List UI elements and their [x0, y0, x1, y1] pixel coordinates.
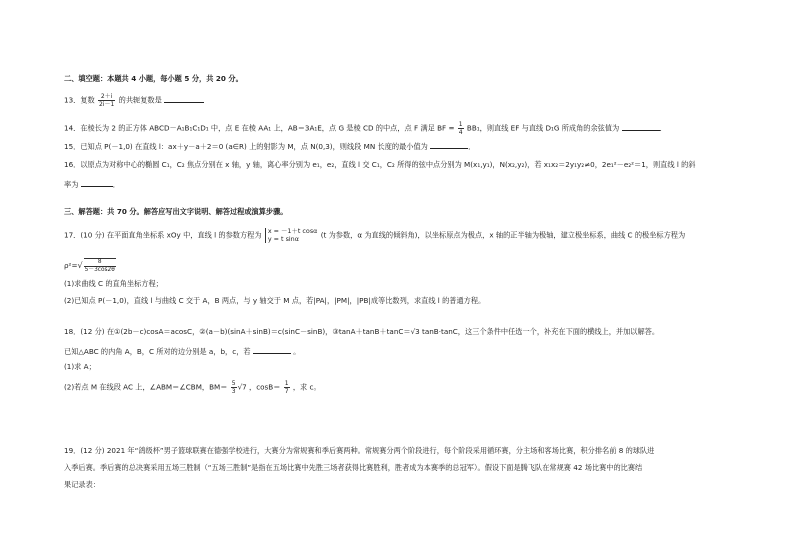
question-15: 15．已知点 P(－1,0) 在直线 l：ax＋y－a＋2＝0 (a∈R) 上的射影为 M，点 N(0,3)，则线段 MN 长度的最小值为 ．: [64, 142, 476, 151]
q17-text-a: 17．(10 分) 在平面直角坐标系 xOy 中，直线 l 的参数方程为: [64, 230, 262, 240]
q18-part2-text-b: ，cosB＝: [249, 382, 281, 392]
question-18-line-1: 18．(12 分) 在①(2b－c)cosA＝acosC，②(a－b)(sinA＋sinB)＝c(sinC－sinB)，③tanA＋tanB＋tanC＝√3 tanB·tanC，这三个条件中任选一个，补充在下面的横线上，并加以解答。: [64, 327, 660, 336]
q17-polar-equation: [64, 258, 117, 274]
question-16-line-1: 16．以原点为对称中心的椭圆 C₁，C₂ 焦点分别在 x 轴，y 轴，离心率分别为 e₁，e₂，直线 l 交 C₁，C₂ 所得的弦中点分别为 M(x₁,y₁)，N(x₂,y₂)，若 x₁x₂＝2y₁y₂≠0，2e₁²－e₂²＝1，则直线 l 的斜: [64, 160, 696, 169]
q18-bm-radical: √7: [237, 382, 247, 392]
q14-answer-blank[interactable]: [622, 122, 660, 131]
q18-bm-fraction: [231, 380, 237, 395]
q17-system-x: x = －1＋t cosα: [267, 227, 318, 235]
q14-fraction-numerator: 1: [458, 121, 463, 128]
q18-part-2: [64, 380, 321, 395]
q18-line2-text: 已知△ABC 的内角 A，B，C 所对的边分别是 a，b，c，若: [64, 347, 251, 356]
question-16-line-2: 率为 ．: [64, 180, 120, 189]
q17-parametric-system: [265, 228, 318, 243]
q14-fraction: [458, 121, 464, 136]
q14-text-a: 14．在棱长为 2 的正方体 ABCD－A₁B₁C₁D₁ 中，点 E 在棱 AA₁ 上，AB＝3A₁E，点 G 是棱 CD 的中点，点 F 满足 BF =: [64, 123, 457, 133]
q15-text: 15．已知点 P(－1,0) 在直线 l：ax＋y－a＋2＝0 (a∈R) 上的射影为 M，点 N(0,3)，则线段 MN 长度的最小值为: [64, 142, 428, 151]
q18-part2-text-c: ，求 c。: [292, 382, 321, 392]
question-19-line-3: 果记录表：: [64, 480, 100, 489]
q16-answer-blank[interactable]: [81, 178, 113, 187]
q17-rho: ρ²=: [64, 261, 78, 270]
q16-line2-text: 率为: [64, 180, 79, 189]
radical-icon: √: [77, 261, 83, 270]
q13-suffix: 的共轭复数是: [118, 95, 162, 105]
q18-bm-denominator: 3: [231, 388, 236, 395]
q18-part2-text-a: (2)若点 M 在线段 AC 上，∠ABM＝∠CBM，BM＝: [64, 382, 228, 392]
question-13: [64, 93, 204, 108]
section-answer-heading: 三、解答题：共 70 分。解答应写出文字说明、解答过程或演算步骤。: [64, 207, 288, 216]
q17-part-1: (1)求曲线 C 的直角坐标方程；: [64, 279, 163, 288]
q18-cos-fraction: [284, 380, 290, 395]
section-fill-in-heading: 二、填空题：本题共 4 小题，每小题 5 分，共 20 分。: [64, 74, 243, 83]
q13-fraction-denominator: 2i－1: [99, 101, 115, 108]
q18-cos-numerator: 1: [284, 380, 289, 387]
q14-text-b: BB₁，则直线 EF 与直线 D₁G 所成角的余弦值为: [466, 123, 620, 133]
q17-polar-denominator: 5－3cos2θ: [84, 267, 115, 273]
q17-system-y: y = t sinα: [267, 234, 299, 243]
question-14: 14．在棱长为 2 的正方体 ABCD－A₁B₁C₁D₁ 中，点 E 在棱 AA₁ 上，AB＝3A₁E，点 G 是棱 CD 的中点，点 F 满足 BF = $\frac{1}{4}$ BB₁，则直线 EF 与直线 D₁G 所成角的余弦值为 ．: [64, 121, 667, 136]
q17-polar-fraction: [84, 258, 116, 274]
q18-cos-denominator: 7: [284, 388, 289, 395]
question-17: [64, 228, 685, 243]
q13-fraction-numerator: 2＋i: [98, 93, 115, 101]
q13-fraction: [98, 93, 115, 108]
q17-part-2: (2)已知点 P(－1,0)，直线 l 与曲线 C 交于 A，B 两点，与 y 轴交于 M 点，若|PA|，|PM|，|PB|成等比数列，求直线 l 的普通方程。: [64, 296, 486, 305]
q18-line2-end: 。: [293, 347, 301, 356]
q17-polar-numerator: 8: [84, 259, 116, 267]
q18-bm-numerator: 5: [231, 380, 236, 387]
question-18-line-2: [64, 345, 300, 357]
q17-text-b: (t 为参数，α 为直线的倾斜角)，以坐标原点为极点，x 轴的正半轴为极轴，建立极坐标系，曲线 C 的极坐标方程为: [320, 230, 686, 240]
q13-prefix: 13．复数: [64, 95, 95, 105]
q14-fraction-denominator: 4: [458, 129, 463, 136]
q15-answer-blank[interactable]: [430, 140, 468, 149]
q13-answer-blank[interactable]: [164, 94, 204, 103]
q18-part-1: (1)求 A；: [64, 362, 96, 371]
question-19-line-1: 19．(12 分) 2021 年“鸽级杯”男子篮球联赛在德强学校进行，大赛分为常规赛和季后赛两种。常规赛分两个阶段进行，每个阶段采用循环赛，分主场和客场比赛，积分排名前 8 的球队进: [64, 446, 655, 455]
question-19-line-2: 入季后赛。季后赛的总决赛采用五场三胜制（“五场三胜制”是指在五场比赛中先胜三场者获得比赛胜利，胜者成为本赛季的总冠军）。假设下面是腾飞队在常规赛 42 场比赛中的比赛结: [64, 463, 643, 472]
q18-condition-blank[interactable]: [253, 345, 291, 354]
